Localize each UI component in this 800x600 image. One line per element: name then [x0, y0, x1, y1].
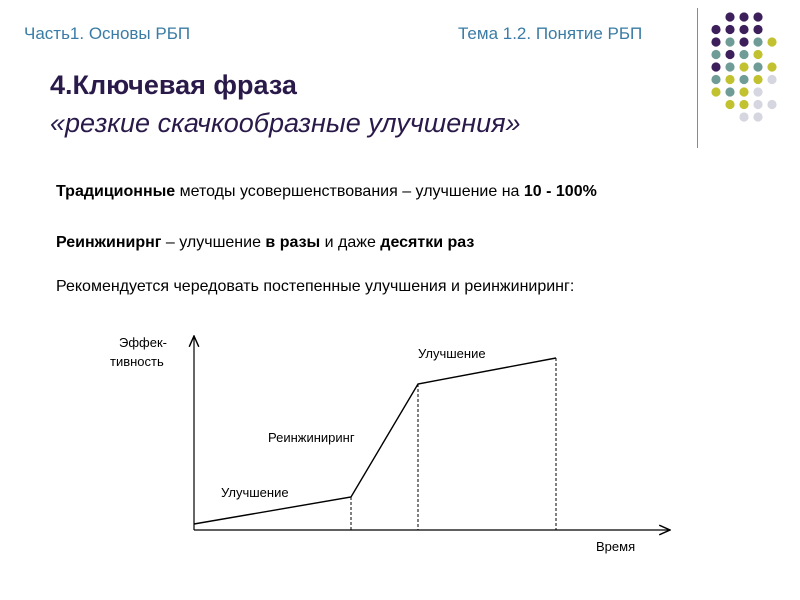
x-axis-label: Время [596, 539, 636, 554]
text-fragment: – улучшение [161, 234, 266, 251]
term-traditional: Традиционные [56, 183, 176, 200]
slide-subtitle: «резкие скачкообразные улучшения» [50, 108, 521, 138]
y-axis-label-line1: Эффек- [119, 335, 167, 350]
header-topic: Тема 1.2. Понятие РБП [458, 24, 643, 43]
text-fragment: методы усовершенствования – улучшение на [175, 183, 524, 200]
slide-title: 4.Ключевая фраза [50, 70, 297, 100]
label-improvement-high: Улучшение [418, 346, 486, 361]
header-section: Часть1. Основы РБП [24, 24, 191, 43]
text-fragment: и даже [320, 234, 381, 251]
term-reengineering: Реинжинирнг [56, 234, 162, 251]
emphasis-times: в разы [265, 234, 321, 251]
range-value: 10 - 100% [523, 183, 597, 200]
y-axis-label-line2: тивность [110, 354, 164, 369]
text-line-recommendation: Рекомендуется чередовать постепенные улучшения и реинжиниринг: [56, 278, 575, 295]
emphasis-tens-times: десятки раз [380, 234, 475, 251]
label-reengineering: Реинжиниринг [268, 430, 355, 445]
label-improvement-low: Улучшение [221, 485, 289, 500]
